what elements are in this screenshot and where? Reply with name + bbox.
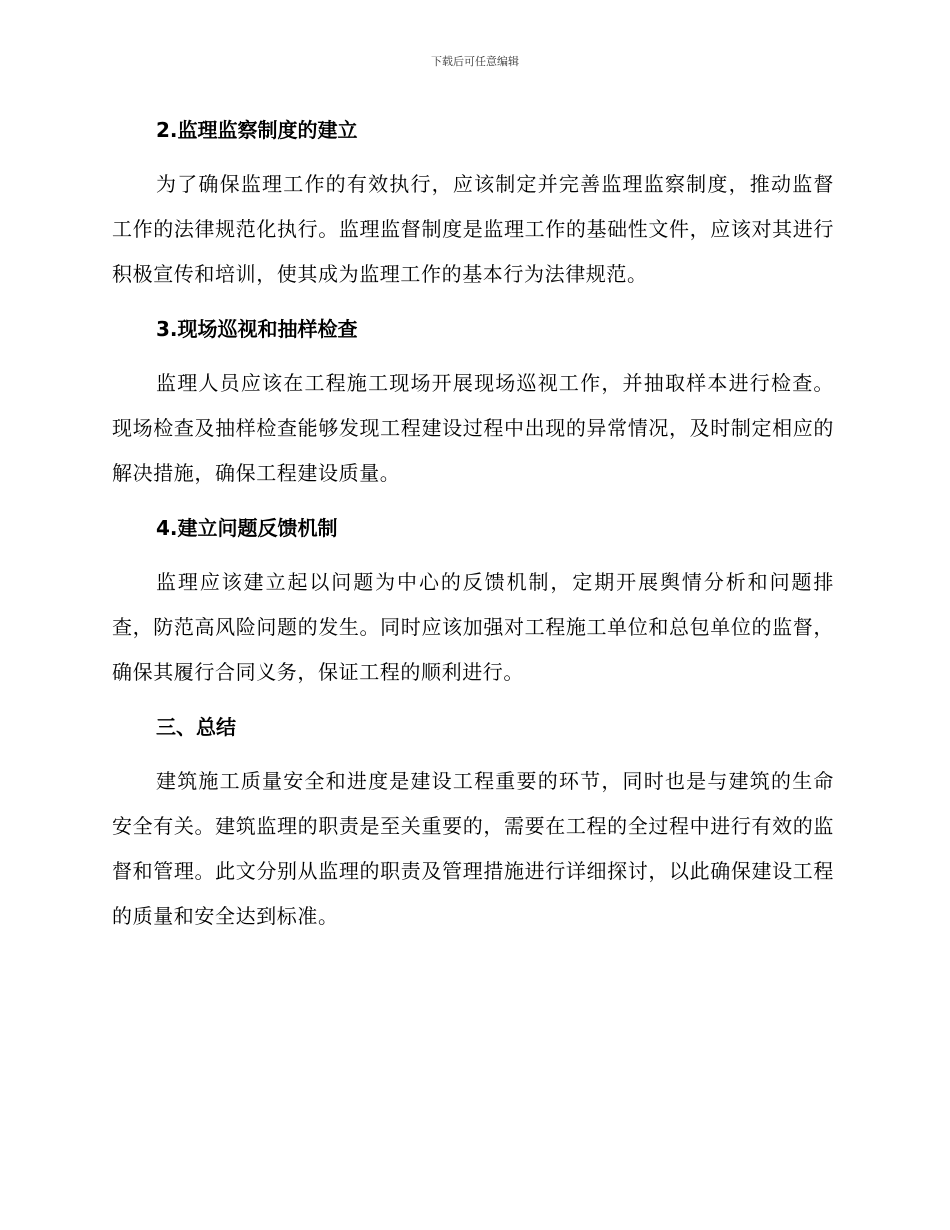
section-heading: 三、总结 [156, 715, 236, 739]
page-header: 下载后可任意编辑 [431, 55, 519, 68]
section-paragraph: 监理应该建立起以问题为中心的反馈机制，定期开展舆情分析和问题排查，防范高风险问题的发生。同时应该加强对工程施工单位和总包单位的监督，确保其履行合同义务，保证工程的顺利进行。 [112, 570, 834, 684]
section-paragraph: 为了确保监理工作的有效执行，应该制定并完善监理监察制度，推动监督工作的法律规范化执行。监理监督制度是监理工作的基础性文件，应该对其进行积极宣传和培训，使其成为监理工作的基本行为法律规范。 [112, 172, 834, 286]
section-feedback-mechanism [112, 506, 834, 695]
section-supervision-system [112, 108, 834, 297]
document-body [112, 108, 834, 949]
section-site-inspection [112, 307, 834, 496]
section-paragraph: 建筑施工质量安全和进度是建设工程重要的环节，同时也是与建筑的生命安全有关。建筑监理的职责是至关重要的，需要在工程的全过程中进行有效的监督和管理。此文分别从监理的职责及管理措施进行详细探讨，以此确保建设工程的质量和安全达到标准。 [112, 769, 834, 928]
section-paragraph: 监理人员应该在工程施工现场开展现场巡视工作，并抽取样本进行检查。现场检查及抽样检查能够发现工程建设过程中出现的异常情况，及时制定相应的解决措施，确保工程建设质量。 [112, 371, 834, 485]
section-heading: 4.建立问题反馈机制 [156, 516, 338, 540]
section-heading: 3.现场巡视和抽样检查 [156, 317, 358, 341]
section-summary [112, 705, 834, 939]
section-heading: 2.监理监察制度的建立 [156, 118, 358, 142]
